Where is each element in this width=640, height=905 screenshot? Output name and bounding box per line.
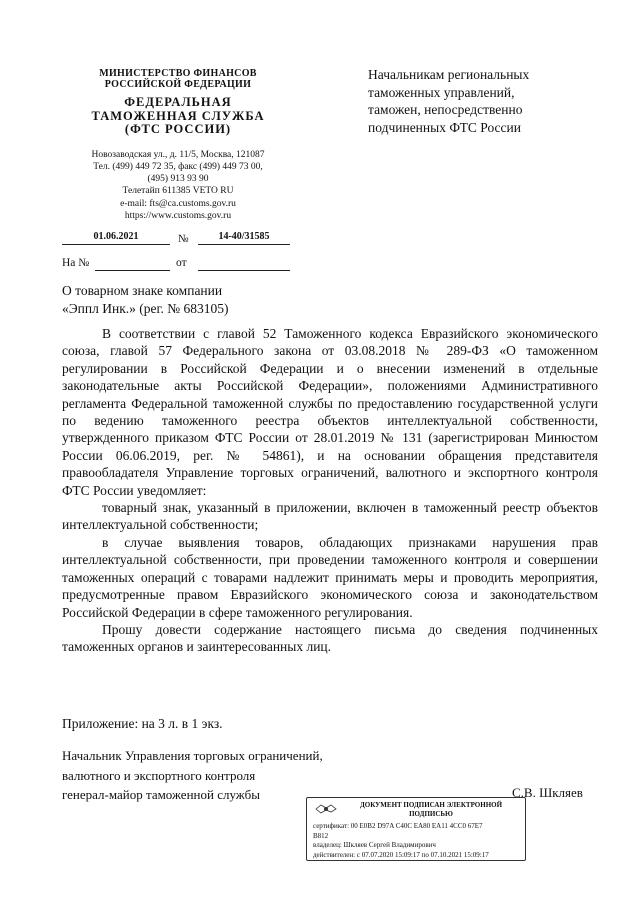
service-line: (ФТС РОССИИ) (124, 122, 232, 136)
stamp-title (341, 801, 521, 818)
reply-to-number-line (95, 270, 170, 271)
body-paragraph: Прошу довести содержание настоящего письма до сведения подчиненных таможенных органов и заинтересованных лиц. (62, 621, 598, 655)
ministry-line: МИНИСТЕРСТВО ФИНАНСОВ (99, 68, 257, 79)
attachment-note: Приложение: на 3 л. в 1 экз. (62, 716, 223, 731)
addressee-line: подчиненных ФТС России (368, 119, 521, 135)
service-name (62, 96, 294, 137)
body-paragraph: в случае выявления товаров, обладающих признаками нарушения прав интеллектуальной собственности, при проведении таможенного контроля и совершении таможенных операций с товарами надлежит принимать меры и проводить мероприятия, предусмотренные правом Евразийского экономического союза и законодательством Российской Федерации в сфере таможенного регулирования. (62, 534, 598, 620)
teletype-line: Телетайп 611385 VETO RU (122, 186, 234, 197)
addressee-line: Начальникам региональных (368, 67, 530, 82)
addressee-block (368, 66, 598, 136)
contact-info (62, 149, 294, 223)
phone-line: Тел. (499) 449 72 35, факс (499) 449 73 00, (93, 161, 263, 172)
addressee-line: таможен, непосредственно (368, 102, 523, 117)
phone-line: (495) 913 93 90 (147, 174, 209, 185)
email-line: e-mail: fts@ca.customs.gov.ru (120, 198, 236, 209)
reply-to-date-line (198, 270, 290, 271)
website-line: https://www.customs.gov.ru (124, 210, 232, 221)
certificate-line: B812 (313, 831, 329, 840)
signer-name: С.В. Шкляев (512, 785, 583, 800)
ministry-line: РОССИЙСКОЙ ФЕДЕРАЦИИ (104, 79, 252, 90)
stamp-title-line: ПОДПИСЬЮ (409, 809, 453, 818)
e-signature-stamp (306, 797, 526, 861)
ministry-name (62, 68, 294, 90)
signer-position-line: Начальник Управления торговых ограничений, (62, 748, 323, 763)
document-number: 14-40/31585 (198, 231, 290, 245)
signer-position-line: валютного и экспортного контроля (62, 767, 256, 783)
validity-line: действителен: с 07.07.2020 15:09:17 по 07.10.2021 15:09:17 (313, 850, 489, 859)
addressee-line: таможенных управлений, (368, 84, 515, 100)
certificate-line: сертификат: 00 E0B2 D97A C40C EA80 EA11 4CC0 67E7 (313, 822, 483, 830)
number-sign: № (178, 233, 189, 245)
service-line: ТАМОЖЕННАЯ СЛУЖБА (91, 108, 265, 123)
sender-header (62, 68, 294, 222)
owner-line: владелец: Шкляев Сергей Владимирович (313, 841, 436, 850)
subject-line: О товарном знаке компании (62, 283, 223, 298)
body-paragraph: товарный знак, указанный в приложении, включен в таможенный реестр объектов интеллектуальной собственности; (62, 500, 598, 533)
body-paragraph: В соответствии с главой 52 Таможенного кодекса Евразийского экономического союза, главой 57 Федерального закона от 03.08.2018 № 289-ФЗ «О таможенном регулировании в Российской Федерации и о внесении изменений в отдельные законодательные акты Российской Федерации», положениями Административного регламента Федеральной таможенной службы по предоставлению государственной услуги по ведению таможенного реестра объектов интеллектуальной собственности, утвержденного приказом ФТС России от 28.01.2019 № 131 (зарегистрирован Минюстом России 06.06.2019, рег. № 54861), и на основании обращения представителя правообладателя Управление торговых ограничений, валютного и экспортного контроля ФТС России уведомляет: (62, 326, 598, 498)
document-date: 01.06.2021 (62, 231, 170, 245)
emblem-icon (313, 802, 339, 816)
signer-position-line: генерал-майор таможенной службы (62, 787, 260, 802)
address-line: Новозаводская ул., д. 11/5, Москва, 121087 (91, 149, 265, 160)
subject-line: «Эппл Инк.» (рег. № 683105) (62, 301, 229, 316)
stamp-details (313, 822, 521, 860)
reply-to-date-label: от (176, 257, 187, 269)
service-line: ФЕДЕРАЛЬНАЯ (124, 95, 232, 109)
signer-position (62, 746, 362, 805)
letter-body (62, 325, 598, 656)
reply-to-label: На № (62, 257, 90, 269)
subject (62, 282, 322, 318)
stamp-title-line: ДОКУМЕНТ ПОДПИСАН ЭЛЕКТРОННОЙ (359, 801, 503, 809)
